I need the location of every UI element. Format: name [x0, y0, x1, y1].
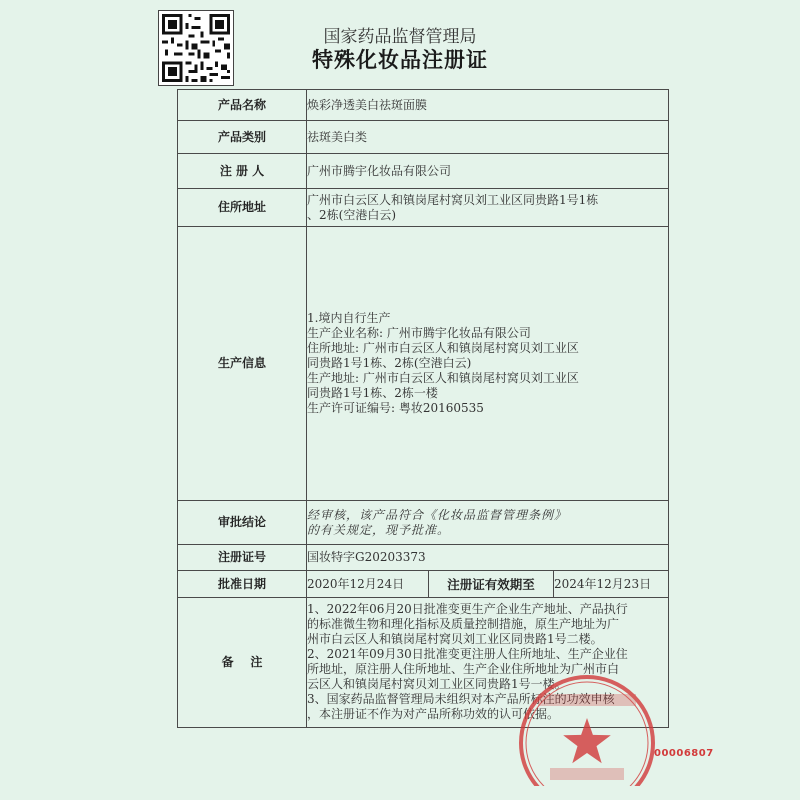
row-registrant [178, 154, 669, 189]
remarks-line: 所地址，原注册人住所地址、生产企业住所地址为广州市白 [307, 662, 620, 676]
row-production-info [178, 227, 669, 501]
production-info-label: 生产信息 [178, 227, 307, 501]
remarks-line: 云区人和镇岗尾村窝贝刘工业区同贵路1号一楼。 [307, 677, 567, 691]
registration-number-label: 注册证号 [178, 545, 307, 571]
row-product-name [178, 90, 669, 121]
approval-conclusion-label: 审批结论 [178, 501, 307, 545]
product-name-label: 产品名称 [178, 90, 307, 121]
approval-conclusion-value [307, 501, 669, 545]
remarks-line: 州市白云区人和镇岗尾村窝贝刘工业区同贵路1号二楼。 [307, 632, 603, 646]
production-line: 住所地址: 广州市白云区人和镇岗尾村窝贝刘工业区 [307, 341, 579, 355]
address-value [307, 189, 669, 227]
production-line: 生产企业名称: 广州市腾宇化妆品有限公司 [307, 326, 531, 340]
remarks-line: 3、国家药品监督管理局未组织对本产品所标注的功效申核 [307, 692, 615, 706]
expiry-date-label: 注册证有效期至 [429, 571, 554, 598]
registrant-label: 注 册 人 [178, 154, 307, 189]
issuing-authority: 国家药品监督管理局 [323, 27, 477, 47]
product-category-label: 产品类别 [178, 121, 307, 154]
expiry-date-value: 2024年12月23日 [554, 571, 669, 598]
remarks-line: 2、2021年09月30日批准变更注册人住所地址、生产企业住 [307, 647, 628, 661]
row-address [178, 189, 669, 227]
address-label: 住所地址 [178, 189, 307, 227]
production-line: 生产许可证编号: 粤妆20160535 [307, 401, 484, 415]
production-line: 1.境内自行生产 [307, 311, 391, 325]
approval-date-label: 批准日期 [178, 571, 307, 598]
production-line: 同贵路1号1栋、2栋(空港白云) [307, 356, 472, 370]
product-name-value: 焕彩净透美白祛斑面膜 [307, 90, 669, 121]
remarks-label: 备 注 [178, 598, 307, 728]
document-title: 特殊化妆品注册证 [312, 48, 488, 72]
row-approval-date [178, 571, 669, 598]
conclusion-line: 经审核，该产品符合《化妆品监督管理条例》 [307, 507, 568, 522]
seal-code: 00006807 [654, 748, 714, 759]
production-line: 生产地址: 广州市白云区人和镇岗尾村窝贝刘工业区 [307, 371, 579, 385]
address-line: 广州市白云区人和镇岗尾村窝贝刘工业区同贵路1号1栋 [307, 192, 599, 207]
remarks-line: 1、2022年06月20日批准变更生产企业生产地址、产品执行 [307, 602, 628, 616]
registration-number-value: 国妆特字G20203373 [307, 545, 669, 571]
official-seal-icon [512, 668, 662, 786]
row-product-category [178, 121, 669, 154]
remarks-line: ，本注册证不作为对产品所称功效的认可依据。 [307, 707, 560, 721]
production-info-value [307, 227, 669, 501]
registrant-value: 广州市腾宇化妆品有限公司 [307, 154, 669, 189]
row-registration-number [178, 545, 669, 571]
certificate-table [177, 89, 669, 728]
address-line: 、2栋(空港白云) [307, 207, 396, 222]
product-category-value: 祛斑美白类 [307, 121, 669, 154]
conclusion-line: 的有关规定，现予批准。 [307, 522, 451, 537]
approval-date-value: 2020年12月24日 [307, 571, 429, 598]
production-line: 同贵路1号1栋、2栋一楼 [307, 386, 438, 400]
remarks-line: 的标准微生物和理化指标及质量控制措施，原生产地址为广 [307, 617, 620, 631]
row-approval-conclusion [178, 501, 669, 545]
